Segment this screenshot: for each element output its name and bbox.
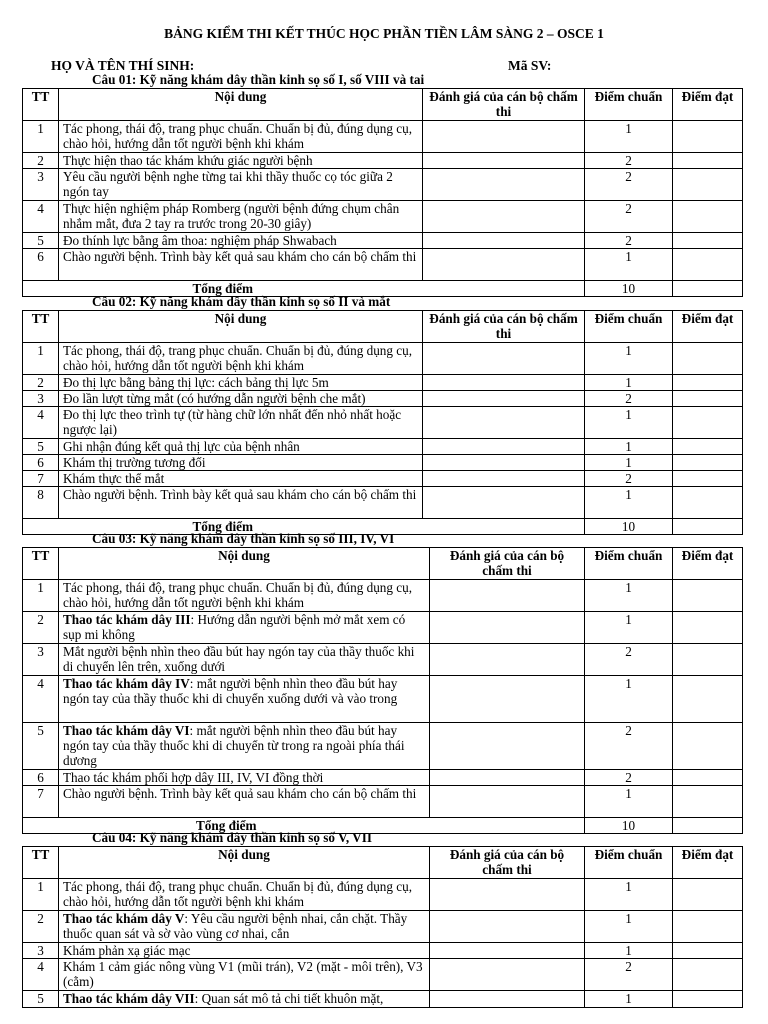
table-header-row	[23, 548, 743, 580]
standard-score: 1	[585, 249, 673, 281]
achieved-score-cell[interactable]	[673, 153, 743, 169]
row-content-text: Đo lần lượt từng mắt (có hướng dẫn người bệnh che mắt)	[63, 391, 366, 406]
row-content-bold: Thao tác khám dây VI	[63, 723, 190, 738]
standard-score: 2	[585, 153, 673, 169]
col-achieved-score-header: Điểm đạt	[673, 548, 743, 580]
evaluation-cell[interactable]	[430, 723, 585, 770]
standard-score: 1	[585, 580, 673, 612]
standard-score: 1	[585, 911, 673, 943]
evaluation-cell[interactable]	[423, 439, 585, 455]
row-content-text: Thực hiện nghiệm pháp Romberg (người bệnh đứng chụm chân nhắm mắt, đưa 2 tay ra trước trong 20-30 giây)	[63, 201, 400, 231]
achieved-score-cell[interactable]	[673, 612, 743, 644]
achieved-score-cell[interactable]	[673, 723, 743, 770]
row-content-text: Tác phong, thái độ, trang phục chuẩn. Chuẩn bị đủ, đúng dụng cụ, chào hỏi, hướng dẫn tốt người bệnh khi khám	[63, 121, 413, 151]
evaluation-cell[interactable]	[423, 343, 585, 375]
row-content	[59, 233, 423, 249]
row-number: 8	[23, 487, 59, 519]
row-content-text: Khám 1 cảm giác nông vùng V1 (mũi trán), V2 (mặt - môi trên), V3 (cằm)	[63, 959, 423, 989]
row-number: 2	[23, 153, 59, 169]
table-row	[23, 487, 743, 519]
table-row	[23, 343, 743, 375]
evaluation-cell[interactable]	[423, 169, 585, 201]
achieved-score-cell[interactable]	[673, 943, 743, 959]
table-row	[23, 580, 743, 612]
col-content-header: Nội dung	[59, 548, 430, 580]
table-header-row	[23, 847, 743, 879]
row-number: 3	[23, 644, 59, 676]
standard-score: 2	[585, 201, 673, 233]
row-content	[59, 959, 430, 991]
evaluation-cell[interactable]	[423, 249, 585, 281]
row-number: 5	[23, 723, 59, 770]
row-number: 1	[23, 121, 59, 153]
achieved-score-cell[interactable]	[673, 471, 743, 487]
row-content-bold: Thao tác khám dây VII	[63, 991, 195, 1006]
col-tt-header: TT	[23, 847, 59, 879]
col-tt-header: TT	[23, 548, 59, 580]
table-row	[23, 233, 743, 249]
table-row	[23, 375, 743, 391]
standard-score: 1	[585, 991, 673, 1008]
achieved-score-cell[interactable]	[673, 676, 743, 723]
col-content-header: Nội dung	[59, 89, 423, 121]
total-label: Tổng điểm	[23, 519, 423, 535]
standard-score: 1	[585, 676, 673, 723]
row-number: 7	[23, 471, 59, 487]
page-title: BẢNG KIỂM THI KẾT THÚC HỌC PHẦN TIỀN LÂM SÀNG 2 – OSCE 1	[164, 26, 604, 41]
row-content-bold: Thao tác khám dây V	[63, 911, 185, 926]
evaluation-cell[interactable]	[430, 786, 585, 818]
row-number: 2	[23, 612, 59, 644]
table-row	[23, 249, 743, 281]
question-heading: Câu 04: Kỹ năng khám dây thần kinh sọ số V, VII	[92, 830, 372, 845]
standard-score: 2	[585, 959, 673, 991]
evaluation-cell[interactable]	[423, 375, 585, 391]
evaluation-cell[interactable]	[423, 487, 585, 519]
row-content-text: Tác phong, thái độ, trang phục chuẩn. Chuẩn bị đủ, đúng dụng cụ, chào hỏi, hướng dẫn tốt người bệnh khi khám	[63, 879, 413, 909]
row-content-text: Tác phong, thái độ, trang phục chuẩn. Chuẩn bị đủ, đúng dụng cụ, chào hỏi, hướng dẫn tốt người bệnh khi khám	[63, 343, 413, 373]
total-standard-score: 10	[585, 818, 673, 834]
col-content-header: Nội dung	[59, 847, 430, 879]
row-number: 4	[23, 676, 59, 723]
question-heading: Câu 02: Kỹ năng khám dây thần kinh sọ số II và mắt	[92, 294, 391, 309]
table-row	[23, 770, 743, 786]
achieved-score-cell[interactable]	[673, 391, 743, 407]
evaluation-cell[interactable]	[423, 391, 585, 407]
row-content	[59, 169, 423, 201]
total-label: Tổng điểm	[23, 818, 430, 834]
row-content-text: Đo thị lực bằng bảng thị lực: cách bảng thị lực 5m	[63, 375, 329, 390]
table-row	[23, 786, 743, 818]
evaluation-cell[interactable]	[430, 879, 585, 911]
row-content	[59, 455, 423, 471]
table-row	[23, 644, 743, 676]
standard-score: 2	[585, 169, 673, 201]
achieved-score-cell[interactable]	[673, 233, 743, 249]
standard-score: 2	[585, 723, 673, 770]
achieved-score-cell[interactable]	[673, 455, 743, 471]
col-tt-header: TT	[23, 89, 59, 121]
row-number: 5	[23, 991, 59, 1008]
col-tt-header: TT	[23, 311, 59, 343]
table-header-row	[23, 311, 743, 343]
evaluation-cell[interactable]	[423, 407, 585, 439]
row-content	[59, 879, 430, 911]
achieved-score-cell[interactable]	[673, 375, 743, 391]
row-content	[59, 391, 423, 407]
standard-score: 2	[585, 391, 673, 407]
row-content-text: : mắt người bệnh nhìn theo đầu bút hay ngón tay của thầy thuốc khi di chuyển từ trong ra ngoài phía thái dương	[63, 723, 405, 768]
achieved-score-cell[interactable]	[673, 770, 743, 786]
evaluation-cell[interactable]	[423, 153, 585, 169]
candidate-name-label: HỌ VÀ TÊN THÍ SINH:	[51, 58, 195, 73]
evaluation-cell[interactable]	[430, 770, 585, 786]
achieved-score-cell[interactable]	[673, 911, 743, 943]
row-number: 5	[23, 439, 59, 455]
row-number: 7	[23, 786, 59, 818]
total-label: Tổng điểm	[23, 281, 423, 297]
row-content-text: Chào người bệnh. Trình bày kết quả sau khám cho cán bộ chấm thi	[63, 487, 417, 502]
evaluation-cell[interactable]	[430, 991, 585, 1008]
row-content	[59, 612, 430, 644]
total-achieved-cell[interactable]	[673, 519, 743, 535]
row-content	[59, 943, 430, 959]
table-row	[23, 612, 743, 644]
evaluation-cell[interactable]	[423, 201, 585, 233]
row-number: 1	[23, 343, 59, 375]
row-content	[59, 375, 423, 391]
total-blank	[430, 818, 585, 834]
row-content-text: : Quan sát mô tả chi tiết khuôn mặt,	[194, 991, 384, 1006]
standard-score: 2	[585, 770, 673, 786]
row-number: 6	[23, 249, 59, 281]
row-content	[59, 770, 430, 786]
row-content-bold: Thao tác khám dây IV	[63, 676, 190, 691]
achieved-score-cell[interactable]	[673, 959, 743, 991]
row-number: 2	[23, 375, 59, 391]
checklist-table	[22, 88, 743, 297]
row-number: 1	[23, 580, 59, 612]
table-row	[23, 723, 743, 770]
table-row	[23, 879, 743, 911]
row-content	[59, 487, 423, 519]
col-evaluation-header: Đánh giá của cán bộ chấm thi	[430, 847, 585, 879]
row-content-bold: Thao tác khám dây III	[63, 612, 191, 627]
achieved-score-cell[interactable]	[673, 201, 743, 233]
table-header-row	[23, 89, 743, 121]
table-row	[23, 455, 743, 471]
total-achieved-cell[interactable]	[673, 818, 743, 834]
standard-score: 2	[585, 233, 673, 249]
table-row	[23, 943, 743, 959]
row-content	[59, 343, 423, 375]
standard-score: 2	[585, 471, 673, 487]
total-standard-score: 10	[585, 519, 673, 535]
row-content-text: : mắt người bệnh nhìn theo đầu bút hay ngón tay của thầy thuốc khi di chuyển xuống dưới và vào trong	[63, 676, 398, 706]
total-achieved-cell[interactable]	[673, 281, 743, 297]
col-achieved-score-header: Điểm đạt	[673, 89, 743, 121]
row-content	[59, 991, 430, 1008]
col-achieved-score-header: Điểm đạt	[673, 311, 743, 343]
evaluation-cell[interactable]	[430, 943, 585, 959]
row-number: 4	[23, 959, 59, 991]
col-standard-score-header: Điểm chuẩn	[585, 548, 673, 580]
evaluation-cell[interactable]	[430, 676, 585, 723]
row-content	[59, 407, 423, 439]
table-row	[23, 391, 743, 407]
row-content	[59, 121, 423, 153]
row-number: 1	[23, 879, 59, 911]
evaluation-cell[interactable]	[430, 911, 585, 943]
row-content-text: Ghi nhận đúng kết quả thị lực của bệnh nhân	[63, 439, 300, 454]
row-content-text: Yêu cầu người bệnh nghe từng tai khi thầy thuốc cọ tóc giữa 2 ngón tay	[63, 169, 393, 199]
evaluation-cell[interactable]	[430, 644, 585, 676]
row-content-text: Mắt người bệnh nhìn theo đầu bút hay ngón tay của thầy thuốc khi di chuyển lên trên, xuống dưới	[63, 644, 415, 674]
col-achieved-score-header: Điểm đạt	[673, 847, 743, 879]
achieved-score-cell[interactable]	[673, 407, 743, 439]
evaluation-cell[interactable]	[423, 121, 585, 153]
checklist-table	[22, 846, 743, 1008]
table-row	[23, 169, 743, 201]
achieved-score-cell[interactable]	[673, 249, 743, 281]
row-number: 3	[23, 169, 59, 201]
achieved-score-cell[interactable]	[673, 169, 743, 201]
achieved-score-cell[interactable]	[673, 644, 743, 676]
row-content-text: Khám phản xạ giác mạc	[63, 943, 191, 958]
standard-score: 1	[585, 455, 673, 471]
row-content-text: Chào người bệnh. Trình bày kết quả sau khám cho cán bộ chấm thi	[63, 249, 417, 264]
achieved-score-cell[interactable]	[673, 343, 743, 375]
col-evaluation-header: Đánh giá của cán bộ chấm thi	[430, 548, 585, 580]
row-number: 4	[23, 407, 59, 439]
row-content-text: Thực hiện thao tác khám khứu giác người bệnh	[63, 153, 313, 168]
row-content	[59, 201, 423, 233]
evaluation-cell[interactable]	[430, 959, 585, 991]
row-content	[59, 723, 430, 770]
table-row	[23, 959, 743, 991]
table-row	[23, 911, 743, 943]
row-number: 3	[23, 391, 59, 407]
col-evaluation-header: Đánh giá của cán bộ chấm thi	[423, 89, 585, 121]
checklist-table	[22, 310, 743, 535]
evaluation-cell[interactable]	[423, 471, 585, 487]
evaluation-cell[interactable]	[423, 455, 585, 471]
total-blank	[423, 281, 585, 297]
row-content-text: : Yêu cầu người bệnh nhai, cắn chặt. Thầy thuốc quan sát và sờ vào vùng cơ nhai, cắn	[63, 911, 408, 941]
evaluation-cell[interactable]	[423, 233, 585, 249]
standard-score: 1	[585, 375, 673, 391]
achieved-score-cell[interactable]	[673, 439, 743, 455]
standard-score: 2	[585, 644, 673, 676]
row-content	[59, 439, 423, 455]
row-content-text: : Hướng dẫn người bệnh mở mắt xem có sụp mi không	[63, 612, 406, 642]
achieved-score-cell[interactable]	[673, 580, 743, 612]
row-content-text: Chào người bệnh. Trình bày kết quả sau khám cho cán bộ chấm thi	[63, 786, 417, 801]
table-row	[23, 991, 743, 1008]
achieved-score-cell[interactable]	[673, 991, 743, 1008]
row-content	[59, 786, 430, 818]
evaluation-cell[interactable]	[430, 580, 585, 612]
row-content	[59, 644, 430, 676]
achieved-score-cell[interactable]	[673, 879, 743, 911]
standard-score: 1	[585, 487, 673, 519]
question-heading: Câu 01: Kỹ năng khám dây thần kinh sọ số I, số VIII và tai	[92, 72, 425, 87]
standard-score: 1	[585, 879, 673, 911]
standard-score: 1	[585, 407, 673, 439]
question-heading: Câu 03: Kỹ năng khám dây thần kinh sọ số III, IV, VI	[92, 531, 395, 546]
total-blank	[423, 519, 585, 535]
row-number: 2	[23, 911, 59, 943]
table-row	[23, 153, 743, 169]
row-content-text: Đo thị lực theo trình tự (từ hàng chữ lớn nhất đến nhỏ nhất hoặc ngược lại)	[63, 407, 402, 437]
col-standard-score-header: Điểm chuẩn	[585, 847, 673, 879]
row-number: 5	[23, 233, 59, 249]
table-row	[23, 407, 743, 439]
row-content	[59, 249, 423, 281]
row-content	[59, 911, 430, 943]
table-row	[23, 439, 743, 455]
row-number: 4	[23, 201, 59, 233]
checklist-table	[22, 547, 743, 834]
row-content-text: Khám thực thể mắt	[63, 471, 165, 486]
table-row	[23, 676, 743, 723]
col-evaluation-header: Đánh giá của cán bộ chấm thi	[423, 311, 585, 343]
standard-score: 1	[585, 343, 673, 375]
total-standard-score: 10	[585, 281, 673, 297]
col-standard-score-header: Điểm chuẩn	[585, 89, 673, 121]
table-row	[23, 121, 743, 153]
row-content-text: Tác phong, thái độ, trang phục chuẩn. Chuẩn bị đủ, đúng dụng cụ, chào hỏi, hướng dẫn tốt người bệnh khi khám	[63, 580, 413, 610]
row-content	[59, 153, 423, 169]
row-content-text: Khám thị trường tương đối	[63, 455, 206, 470]
row-content-text: Thao tác khám phối hợp dây III, IV, VI đồng thời	[63, 770, 324, 785]
achieved-score-cell[interactable]	[673, 121, 743, 153]
col-standard-score-header: Điểm chuẩn	[585, 311, 673, 343]
col-content-header: Nội dung	[59, 311, 423, 343]
standard-score: 1	[585, 612, 673, 644]
standard-score: 1	[585, 439, 673, 455]
achieved-score-cell[interactable]	[673, 786, 743, 818]
achieved-score-cell[interactable]	[673, 487, 743, 519]
evaluation-cell[interactable]	[430, 612, 585, 644]
row-number: 3	[23, 943, 59, 959]
standard-score: 1	[585, 786, 673, 818]
row-content	[59, 676, 430, 723]
row-content	[59, 471, 423, 487]
standard-score: 1	[585, 943, 673, 959]
table-row	[23, 471, 743, 487]
table-row	[23, 201, 743, 233]
student-id-label: Mã SV:	[508, 58, 552, 73]
row-content	[59, 580, 430, 612]
standard-score: 1	[585, 121, 673, 153]
row-number: 6	[23, 455, 59, 471]
row-content-text: Đo thính lực bằng âm thoa: nghiệm pháp Shwabach	[63, 233, 337, 248]
row-number: 6	[23, 770, 59, 786]
